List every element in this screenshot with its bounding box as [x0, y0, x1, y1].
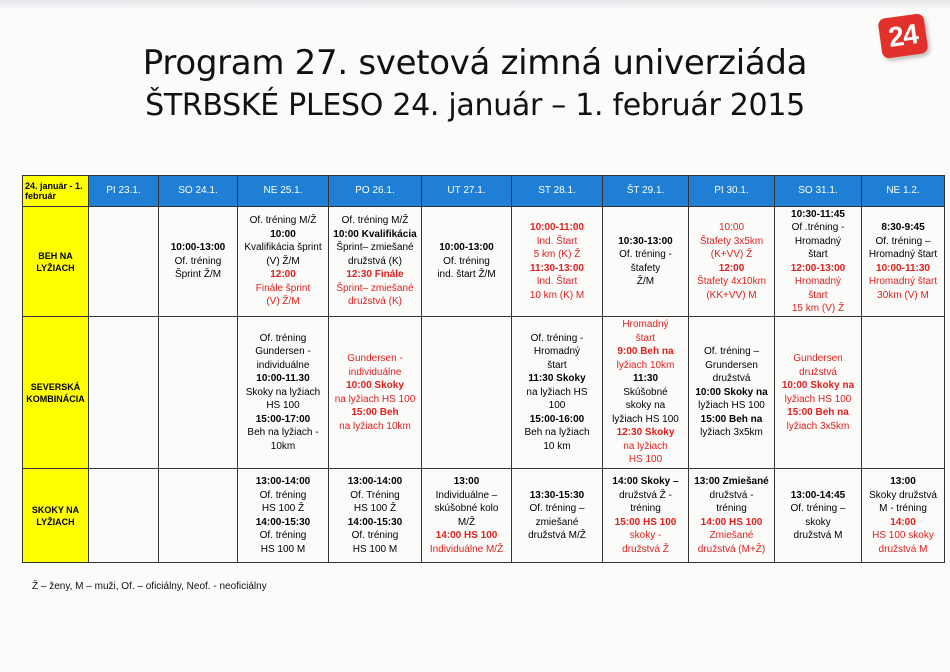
cell-line: Of .tréning - [791, 222, 845, 233]
cell-line: Beh na lyžiach [524, 427, 590, 439]
schedule-cell [159, 469, 238, 563]
cell-line: 10:00 Kvalifikácia [333, 228, 417, 240]
cell-line: 15:00-16:00 [529, 413, 585, 425]
schedule-cell [238, 207, 329, 317]
cell-line: 12:30 Skoky [616, 427, 675, 439]
schedule-cell [603, 317, 689, 469]
cell-line: skoky - [629, 530, 662, 541]
cell-line: 10:00 Skoky na [695, 386, 768, 398]
cell-line: Ind. Štart [536, 276, 578, 287]
day-header: SO 24.1. [159, 176, 238, 207]
cell-line: Šprint– zmiešané [336, 242, 414, 254]
cell-line: Of. tréning - [619, 249, 672, 260]
cell-line: Hromadný [533, 346, 581, 358]
cell-line: Of. tréning – [875, 235, 931, 247]
schedule-cell [603, 207, 689, 317]
cell-line: 10:00 Skoky na [781, 380, 855, 391]
cell-line: individuálne [348, 366, 402, 378]
cell-line: 14:00 Skoky – [612, 476, 679, 487]
cell-line: 8:30-9:45 [881, 222, 925, 233]
schedule-cell [512, 469, 603, 563]
cell-line: družstvá M/Ž [528, 530, 586, 541]
row-header-ski-jumping: SKOKY NA LYŽIACH [23, 469, 89, 563]
cell-line: skoky [805, 516, 831, 528]
cell-line: (KK+VV) M [706, 289, 757, 301]
cell-line: Ind. Štart [536, 235, 578, 247]
schedule-cell [775, 207, 862, 317]
cell-line: 10:00-11:00 [530, 222, 584, 233]
cell-line: 100 [548, 400, 566, 412]
cell-line: 15:00 Beh na [787, 407, 849, 418]
page-title: Program 27. svetová zimná univerziáda [142, 43, 808, 83]
day-header: UT 27.1. [422, 176, 512, 207]
page-subtitle: ŠTRBSKÉ PLESO 24. január – 1. február 2015 [145, 88, 805, 123]
cell-line: Grundersen [705, 359, 758, 371]
cell-line: Skoky družstvá [869, 489, 937, 501]
cell-line: HS 100 [628, 454, 663, 466]
cell-line: Štafety 3x5km [699, 235, 764, 247]
cell-line: Beh na lyžiach - [247, 427, 319, 439]
cell-line: Šprint– zmiešané [336, 282, 414, 294]
cell-line: HS 100 M [260, 543, 306, 555]
cell-line: Gundersen - [255, 346, 311, 358]
cell-line: Ž/M [636, 276, 655, 287]
cell-line: Of. tréning [259, 332, 307, 344]
schedule-cell [159, 207, 238, 317]
schedule-cell [422, 469, 512, 563]
cell-line: 14:00 HS 100 [435, 530, 498, 541]
cell-line: 10 km (K) M [529, 289, 585, 301]
cell-line: 10:00-13:00 [439, 242, 494, 254]
cell-line: Hromadný [622, 319, 669, 331]
cell-line: Kvalifikácia šprint [244, 242, 322, 254]
cell-line: skoky na [625, 400, 666, 412]
cell-line: 11:30 Skoky [528, 373, 586, 385]
schedule-cell [89, 317, 159, 469]
day-header: NE 25.1. [238, 176, 329, 207]
cell-line: 12:00 [718, 262, 745, 274]
cell-line: 15:00 HS 100 [614, 516, 677, 528]
row-header-nordic-combined: SEVERSKÁ KOMBINÁCIA [23, 317, 89, 469]
schedule-cell [422, 317, 512, 469]
cell-line: 10:30-11:45 [791, 208, 845, 220]
cell-line: (V) Ž/M [266, 296, 300, 308]
cell-line: Of. tréning – [529, 503, 585, 514]
schedule-cell [238, 317, 329, 469]
cell-line: 10:30-13:00 [618, 235, 673, 247]
cell-line: Of. tréning [443, 255, 490, 267]
cell-line: Of. tréning [351, 530, 399, 541]
cell-line: družstvá (K) [348, 296, 402, 308]
cell-line: 10:00 Skoky [346, 380, 404, 391]
schedule-cell [603, 469, 689, 563]
cell-line: Hromadný [794, 276, 842, 287]
cell-line: 13:00-14:45 [790, 489, 846, 501]
table-row [23, 207, 945, 317]
legend-note: Ž – ženy, M – muži, Of. – oficiálny, Neof. - neoficiálny [32, 581, 267, 592]
cell-line: družstvá (K) [348, 255, 402, 267]
cell-line: Zmiešané [709, 530, 754, 541]
cell-line: družstvá (M+Ž) [697, 543, 766, 555]
cell-line: štart [808, 289, 828, 301]
day-header: PI 30.1. [689, 176, 775, 207]
cell-line: Of. tréning [174, 255, 222, 267]
cell-line: na lyžiach HS [526, 386, 588, 398]
cell-line: lyžiach HS 100 [698, 400, 765, 412]
cell-line: 14:00 [890, 516, 916, 528]
cell-line: (V) Ž/M [266, 255, 300, 267]
cell-line: 14:00 HS 100 [700, 516, 763, 528]
cell-line: lyžiach 10km [616, 359, 675, 371]
schedule-cell [422, 207, 512, 317]
schedule-cell [329, 317, 422, 469]
cell-line: Individuálne – [435, 489, 498, 501]
schedule-cell [775, 317, 862, 469]
cell-line: družstvá M [793, 530, 843, 541]
cell-line: 13:00 [453, 476, 480, 487]
cell-line: Of. tréning - [530, 332, 584, 344]
cell-line: M - tréning [879, 503, 927, 514]
cell-line: 12:00-13:00 [790, 262, 846, 274]
schedule-cell [238, 469, 329, 563]
cell-line: štart [547, 359, 567, 371]
cell-line: 14:00-15:30 [255, 516, 311, 528]
cell-line: 5 km (K) Ž [533, 249, 581, 260]
cell-line: 15 km (V) Ž [791, 303, 845, 314]
cell-line: tréning [716, 503, 747, 514]
cell-line: 12:00 [270, 269, 296, 281]
cell-line: družstvá M [878, 543, 928, 555]
cell-line: HS 100 Ž [353, 503, 397, 514]
table-row [23, 317, 945, 469]
cell-line: lyžiach HS 100 [784, 393, 852, 405]
cell-line: družstvá [712, 373, 751, 385]
cell-line: Of. tréning – [703, 346, 760, 358]
cell-line: 13:30-15:30 [529, 489, 585, 501]
cell-line: 13:00 Zmiešané [694, 476, 769, 487]
schedule-cell [89, 207, 159, 317]
cell-line: lyžiach 3x5km [700, 427, 763, 439]
cell-line: Of. Tréning [350, 489, 400, 501]
cell-line: Of. tréning – [790, 503, 846, 514]
row-header-cross-country: BEH NA LYŽIACH [23, 207, 89, 317]
cell-line: Of. tréning M/Ž [249, 215, 317, 227]
cell-line: 14:00-15:30 [347, 516, 403, 528]
cell-line: HS 100 skoky [872, 530, 934, 541]
day-header: PI 23.1. [89, 176, 159, 207]
cell-line: Gundersen - [347, 353, 403, 364]
cell-line: (K+VV) Ž [710, 249, 753, 260]
cell-line: Of. tréning [259, 489, 307, 501]
schedule-cell [159, 317, 238, 469]
cell-line: 10:00 [270, 228, 296, 240]
cell-line: individuálne [256, 359, 310, 371]
cell-line: 30km (V) M [877, 289, 929, 301]
cell-line: družstvá - [709, 489, 754, 501]
page-edge [0, 0, 950, 10]
cell-line: tréning [630, 503, 661, 514]
cell-line: Of. tréning [259, 530, 307, 541]
cell-line: 11:30-13:00 [530, 262, 584, 274]
schedule-cell [862, 207, 945, 317]
cell-line: 15:00 Beh [351, 407, 399, 418]
cell-line: 10:00 [718, 222, 745, 233]
cell-line: Individuálne M/Ž [429, 543, 504, 555]
schedule-cell [689, 469, 775, 563]
cell-line: družstvá Ž - [619, 489, 672, 501]
schedule-cell [329, 469, 422, 563]
cell-line: 15:00 Beh na [700, 413, 763, 425]
cell-line: skúšobné kolo [434, 503, 499, 514]
schedule-cell [862, 317, 945, 469]
cell-line: Šprint Ž/M [174, 269, 222, 281]
cell-line: Skúšobné [623, 386, 668, 398]
cell-line: Štafety 4x10km [697, 276, 766, 287]
cell-line: 13:00-14:00 [255, 476, 311, 487]
cell-line: lyžiach HS 100 [612, 413, 679, 425]
cell-line: 13:00-14:00 [347, 476, 403, 487]
cell-line: 9:00 Beh na [617, 346, 674, 358]
cell-line: družstvá Ž [622, 543, 669, 555]
schedule-table [22, 175, 945, 563]
header-row [23, 176, 945, 207]
cell-line: štafety [630, 262, 661, 274]
cell-line: 10 km [543, 440, 571, 452]
cell-line: 10km [270, 440, 296, 452]
cell-line: Hromadný [794, 235, 842, 247]
cell-line: 10:00-13:00 [170, 242, 226, 254]
schedule-cell [689, 207, 775, 317]
cell-line: na lyžiach HS 100 [334, 393, 416, 405]
table-row [23, 469, 945, 563]
cell-line: družstvá [799, 366, 837, 378]
cell-line: na lyžiach [623, 440, 668, 452]
cell-line: zmiešané [535, 516, 579, 528]
day-header: PO 26.1. [329, 176, 422, 207]
cell-line: Gundersen [793, 353, 843, 364]
cell-line: Hromadný štart [868, 249, 938, 260]
day-header: NE 1.2. [862, 176, 945, 207]
schedule-cell [512, 207, 603, 317]
cell-line: štart [808, 249, 828, 260]
cell-line: HS 100 [266, 400, 300, 412]
cell-line: ind. štart Ž/M [437, 269, 496, 281]
day-header: ŠT 29.1. [603, 176, 689, 207]
schedule-cell [89, 469, 159, 563]
schedule-cell [775, 469, 862, 563]
cell-line: HS 100 M [352, 543, 398, 555]
cell-line: M/Ž [457, 516, 476, 528]
corner-label: 24. január - 1. február [23, 176, 89, 207]
cell-line: na lyžiach 10km [339, 420, 411, 432]
logo-text: 24 [886, 18, 920, 53]
cell-line: 15:00-17:00 [255, 413, 311, 425]
cell-line: HS 100 Ž [261, 503, 305, 514]
schedule-cell [329, 207, 422, 317]
cell-line: lyžiach 3x5km [786, 420, 850, 432]
schedule-cell [862, 469, 945, 563]
cell-line: 10:00-11.30 [256, 373, 310, 385]
cell-line: 13:00 [890, 476, 916, 487]
cell-line: 10:00-11:30 [876, 262, 930, 274]
schedule-cell [512, 317, 603, 469]
day-header: ST 28.1. [512, 176, 603, 207]
day-header: SO 31.1. [775, 176, 862, 207]
cell-line: Skoky na lyžiach [245, 386, 321, 398]
cell-line: Of. tréning M/Ž [341, 215, 409, 227]
cell-line: Hromadný štart [868, 276, 938, 287]
cell-line: 12:30 Finále [346, 269, 404, 281]
cell-line: 11:30 [632, 373, 659, 385]
cell-line: štart [635, 332, 656, 344]
cell-line: Finále šprint [255, 282, 311, 294]
schedule-cell [689, 317, 775, 469]
